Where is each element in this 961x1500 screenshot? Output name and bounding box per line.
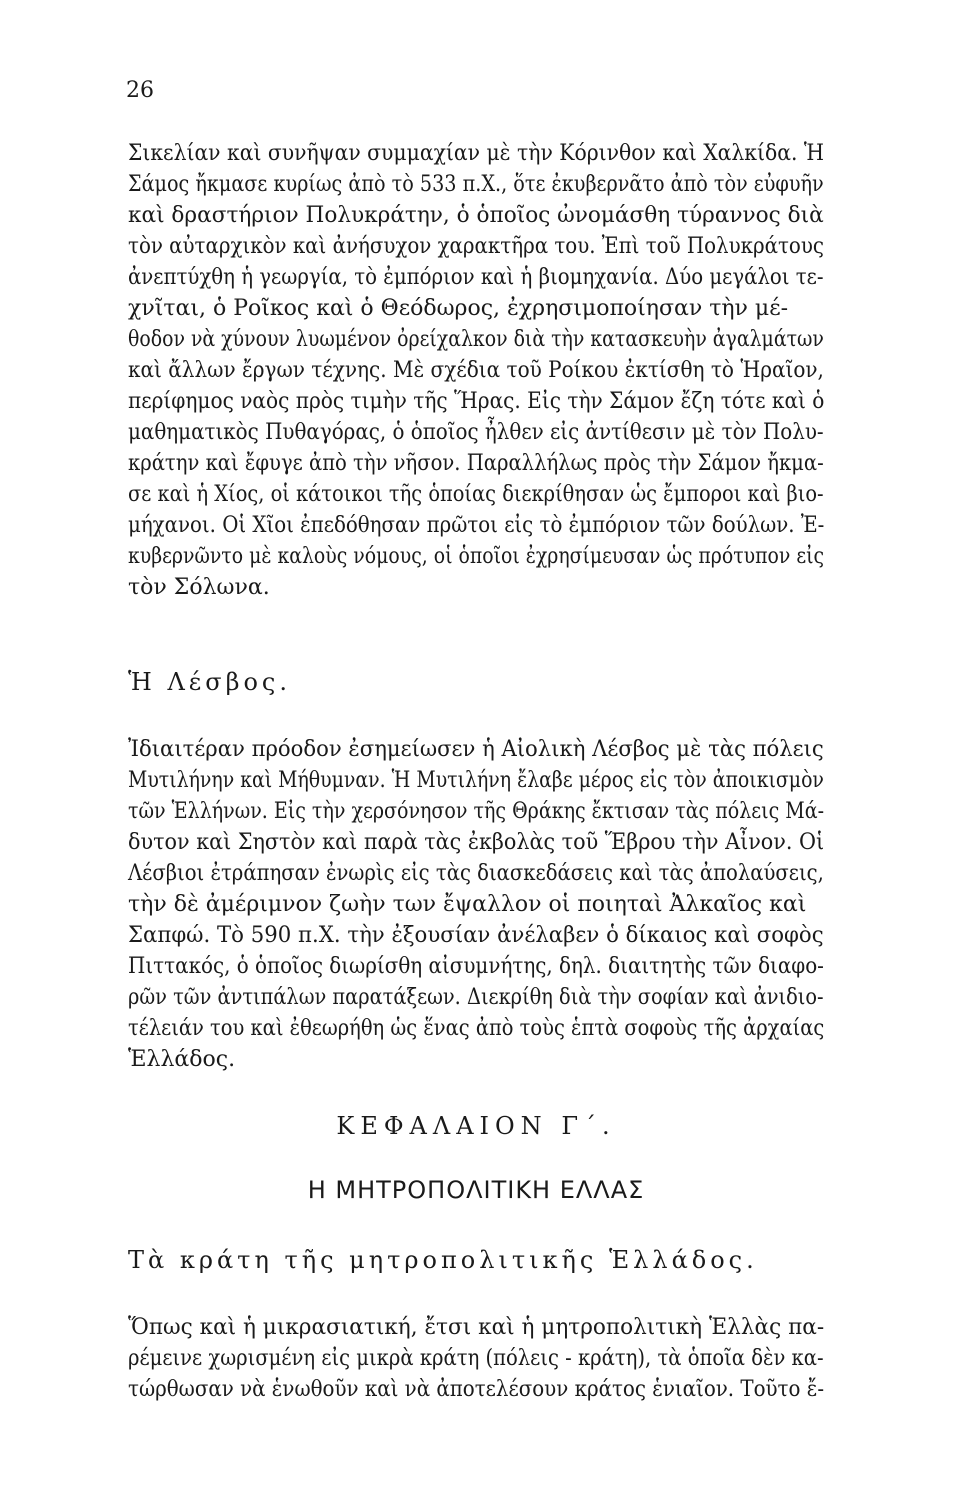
- text-line: κυβερνῶντο μὲ καλοὺς νόμους, οἱ ὁποῖοι ἐχρησίμευσαν ὡς πρότυπον εἰς: [128, 544, 825, 569]
- text-line: Πιττακός, ὁ ὁποῖος διωρίσθη αἰσυμνήτης, δηλ. διαιτητὴς τῶν διαφο-: [128, 954, 824, 979]
- section-heading-states: Τὰ κράτη τῆς μητροπολιτικῆς Ἑλλάδος.: [128, 1246, 758, 1274]
- text-line: Ἰδιαιτέραν πρόοδον ἐσημείωσεν ἡ Αἰολικὴ Λέσβος μὲ τὰς πόλεις: [128, 737, 824, 762]
- text-line: ἀνεπτύχθη ἡ γεωργία, τὸ ἐμπόριον καὶ ἡ βιομηχανία. Δύο μεγάλοι τε-: [128, 265, 824, 290]
- text-line: μαθηματικὸς Πυθαγόρας, ὁ ὁποῖος ἦλθεν εἰς ἀντίθεσιν μὲ τὸν Πολυ-: [128, 420, 824, 445]
- text-line: Λέσβιοι ἐτράπησαν ἐνωρὶς εἰς τὰς διασκεδάσεις καὶ τὰς ἀπολαύσεις,: [128, 861, 824, 886]
- section-heading-lesbos: Ἡ Λέσβος.: [128, 668, 291, 696]
- text-line: τὴν δὲ ἀμέριμνον ζωὴν των ἔψαλλον οἱ ποιηταὶ Ἀλκαῖος καὶ: [128, 892, 807, 917]
- text-line: Σάμος ἤκμασε κυρίως ἀπὸ τὸ 533 π.Χ., ὅτε ἐκυβερνᾶτο ἀπὸ τὸν εὐφυῆν: [128, 172, 824, 197]
- text-line: Ἑλλάδος.: [128, 1047, 236, 1072]
- text-line: ρέμεινε χωρισμένη εἰς μικρὰ κράτη (πόλεις - κράτη), τὰ ὁποῖα δὲν κα-: [128, 1346, 824, 1371]
- text-line: τῶν Ἑλλήνων. Εἰς τὴν χερσόνησον τῆς Θράκης ἔκτισαν τὰς πόλεις Μά-: [128, 799, 825, 824]
- text-line: μήχανοι. Οἱ Χῖοι ἐπεδόθησαν πρῶτοι εἰς τὸ ἐμπόριον τῶν δούλων. Ἐ-: [128, 513, 825, 538]
- text-line: Ὅπως καὶ ἡ μικρασιατική, ἔτσι καὶ ἡ μητροπολιτικὴ Ἑλλὰς πα-: [128, 1315, 825, 1340]
- text-line: Σαπφώ. Τὸ 590 π.Χ. τὴν ἐξουσίαν ἀνέλαβεν ὁ δίκαιος καὶ σοφὸς: [128, 923, 824, 948]
- paragraph-lesbos: [128, 734, 824, 1075]
- text-line: τὸν αὐταρχικὸν καὶ ἀνήσυχον χαρακτῆρα του. Ἐπὶ τοῦ Πολυκράτους: [128, 234, 824, 259]
- text-line: τέλειάν του καὶ ἐθεωρήθη ὡς ἕνας ἀπὸ τοὺς ἑπτὰ σοφοὺς τῆς ἀρχαίας: [128, 1016, 825, 1041]
- paragraph-metropolitan-greece: [128, 1312, 824, 1405]
- text-line: καὶ δραστήριον Πολυκράτην, ὁ ὁποῖος ὠνομάσθη τύραννος διὰ: [128, 203, 824, 228]
- text-line: Σικελίαν καὶ συνῆψαν συμμαχίαν μὲ τὴν Κόρινθον καὶ Χαλκίδα. Ἡ: [128, 141, 825, 166]
- text-line: σε καὶ ἡ Χίος, οἱ κάτοικοι τῆς ὁποίας διεκρίθησαν ὡς ἔμποροι καὶ βιο-: [128, 482, 824, 507]
- page-number: 26: [126, 78, 154, 103]
- text-line: κράτην καὶ ἔφυγε ἀπὸ τὴν νῆσον. Παραλλήλως πρὸς τὴν Σάμον ἤκμα-: [128, 451, 824, 476]
- text-line: δυτον καὶ Σηστὸν καὶ παρὰ τὰς ἐκβολὰς τοῦ Ἕβρου τὴν Αἶνον. Οἱ: [128, 830, 825, 855]
- text-line: ρῶν τῶν ἀντιπάλων παρατάξεων. Διεκρίθη διὰ τὴν σοφίαν καὶ ἀνιδιο-: [128, 985, 824, 1010]
- text-line: θοδον νὰ χύνουν λυωμένον ὀρείχαλκον διὰ τὴν κατασκευὴν ἀγαλμάτων: [128, 327, 824, 352]
- chapter-heading: ΚΕΦΑΛΑΙΟΝ Γ΄.: [336, 1112, 616, 1140]
- text-line: καὶ ἄλλων ἔργων τέχνης. Μὲ σχέδια τοῦ Ροίκου ἐκτίσθη τὸ Ἡραῖον,: [128, 358, 824, 383]
- text-line: Μυτιλήνην καὶ Μήθυμναν. Ἡ Μυτιλήνη ἔλαβε μέρος εἰς τὸν ἀποικισμὸν: [128, 768, 824, 793]
- text-line: τώρθωσαν νὰ ἑνωθοῦν καὶ νὰ ἀποτελέσουν κράτος ἑνιαῖον. Τοῦτο ἔ-: [128, 1377, 825, 1402]
- paragraph-samos-chios: [128, 138, 824, 603]
- text-line: χνῖται, ὁ Ροῖκος καὶ ὁ Θεόδωρος, ἐχρησιμοποίησαν τὴν μέ-: [128, 296, 789, 321]
- text-line: περίφημος ναὸς πρὸς τιμὴν τῆς Ἥρας. Εἰς τὴν Σάμον ἔζη τότε καὶ ὁ: [128, 389, 825, 414]
- text-line: τὸν Σόλωνα.: [128, 575, 270, 600]
- chapter-title: Η ΜΗΤΡΟΠΟΛΙΤΙΚΗ ΕΛΛΑΣ: [307, 1176, 645, 1204]
